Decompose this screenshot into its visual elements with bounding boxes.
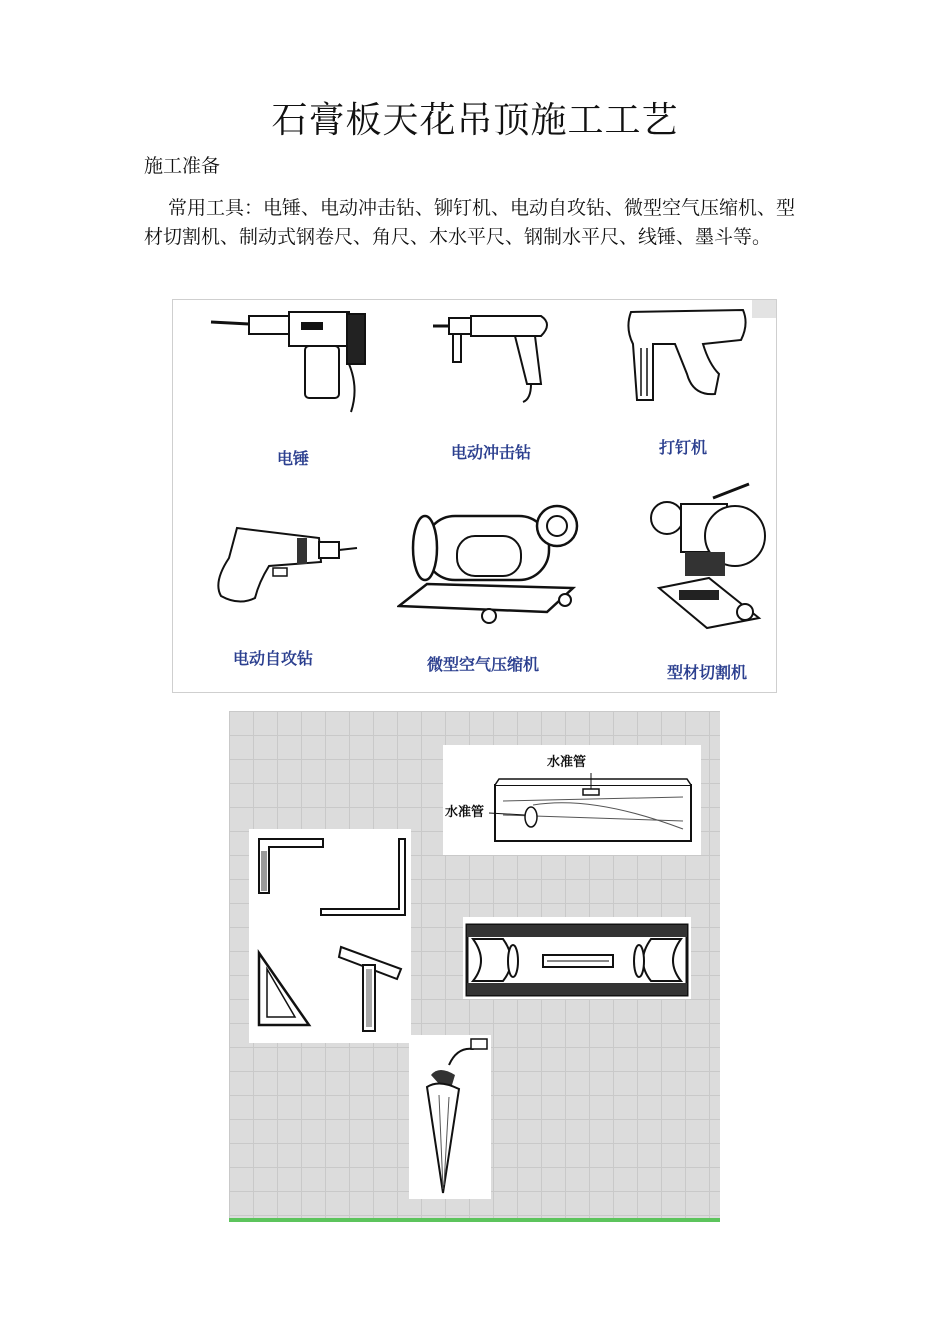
nail-gun-illustration <box>623 304 753 408</box>
label-electric-hammer: 电锤 <box>277 449 310 468</box>
air-compressor-illustration <box>397 496 587 626</box>
figure-edge-bar <box>752 300 776 318</box>
screw-drill-illustration <box>209 522 359 606</box>
section-heading: 施工准备 <box>144 155 221 177</box>
callout-level-tube-side: 水准管 <box>445 805 485 820</box>
squares-panel <box>249 829 411 1043</box>
hand-tools-figure <box>229 711 720 1222</box>
callout-level-tube-top: 水准管 <box>547 755 587 770</box>
label-screw-drill: 电动自攻钻 <box>233 649 314 668</box>
power-tools-figure <box>172 299 777 693</box>
label-impact-drill: 电动冲击钻 <box>451 443 532 462</box>
steel-level-panel <box>463 917 691 999</box>
cutting-machine-illustration <box>649 478 769 638</box>
label-air-compressor: 微型空气压缩机 <box>427 655 540 674</box>
label-cutting-machine: 型材切割机 <box>667 663 748 682</box>
impact-drill-illustration <box>431 314 561 404</box>
document-title: 石膏板天花吊顶施工工艺 <box>271 100 679 141</box>
figure-accent-line <box>229 1218 720 1222</box>
tools-paragraph: 常用工具：电锤、电动冲击钻、铆钉机、电动自攻钻、微型空气压缩机、型材切割机、制动式钢卷尺、角尺、木水平尺、钢制水平尺、线锤、墨斗等。 <box>144 197 796 248</box>
plumb-bob-panel <box>409 1035 491 1199</box>
wooden-level-panel <box>443 745 701 855</box>
label-nail-gun: 打钉机 <box>659 438 708 457</box>
electric-hammer-illustration <box>209 308 379 413</box>
